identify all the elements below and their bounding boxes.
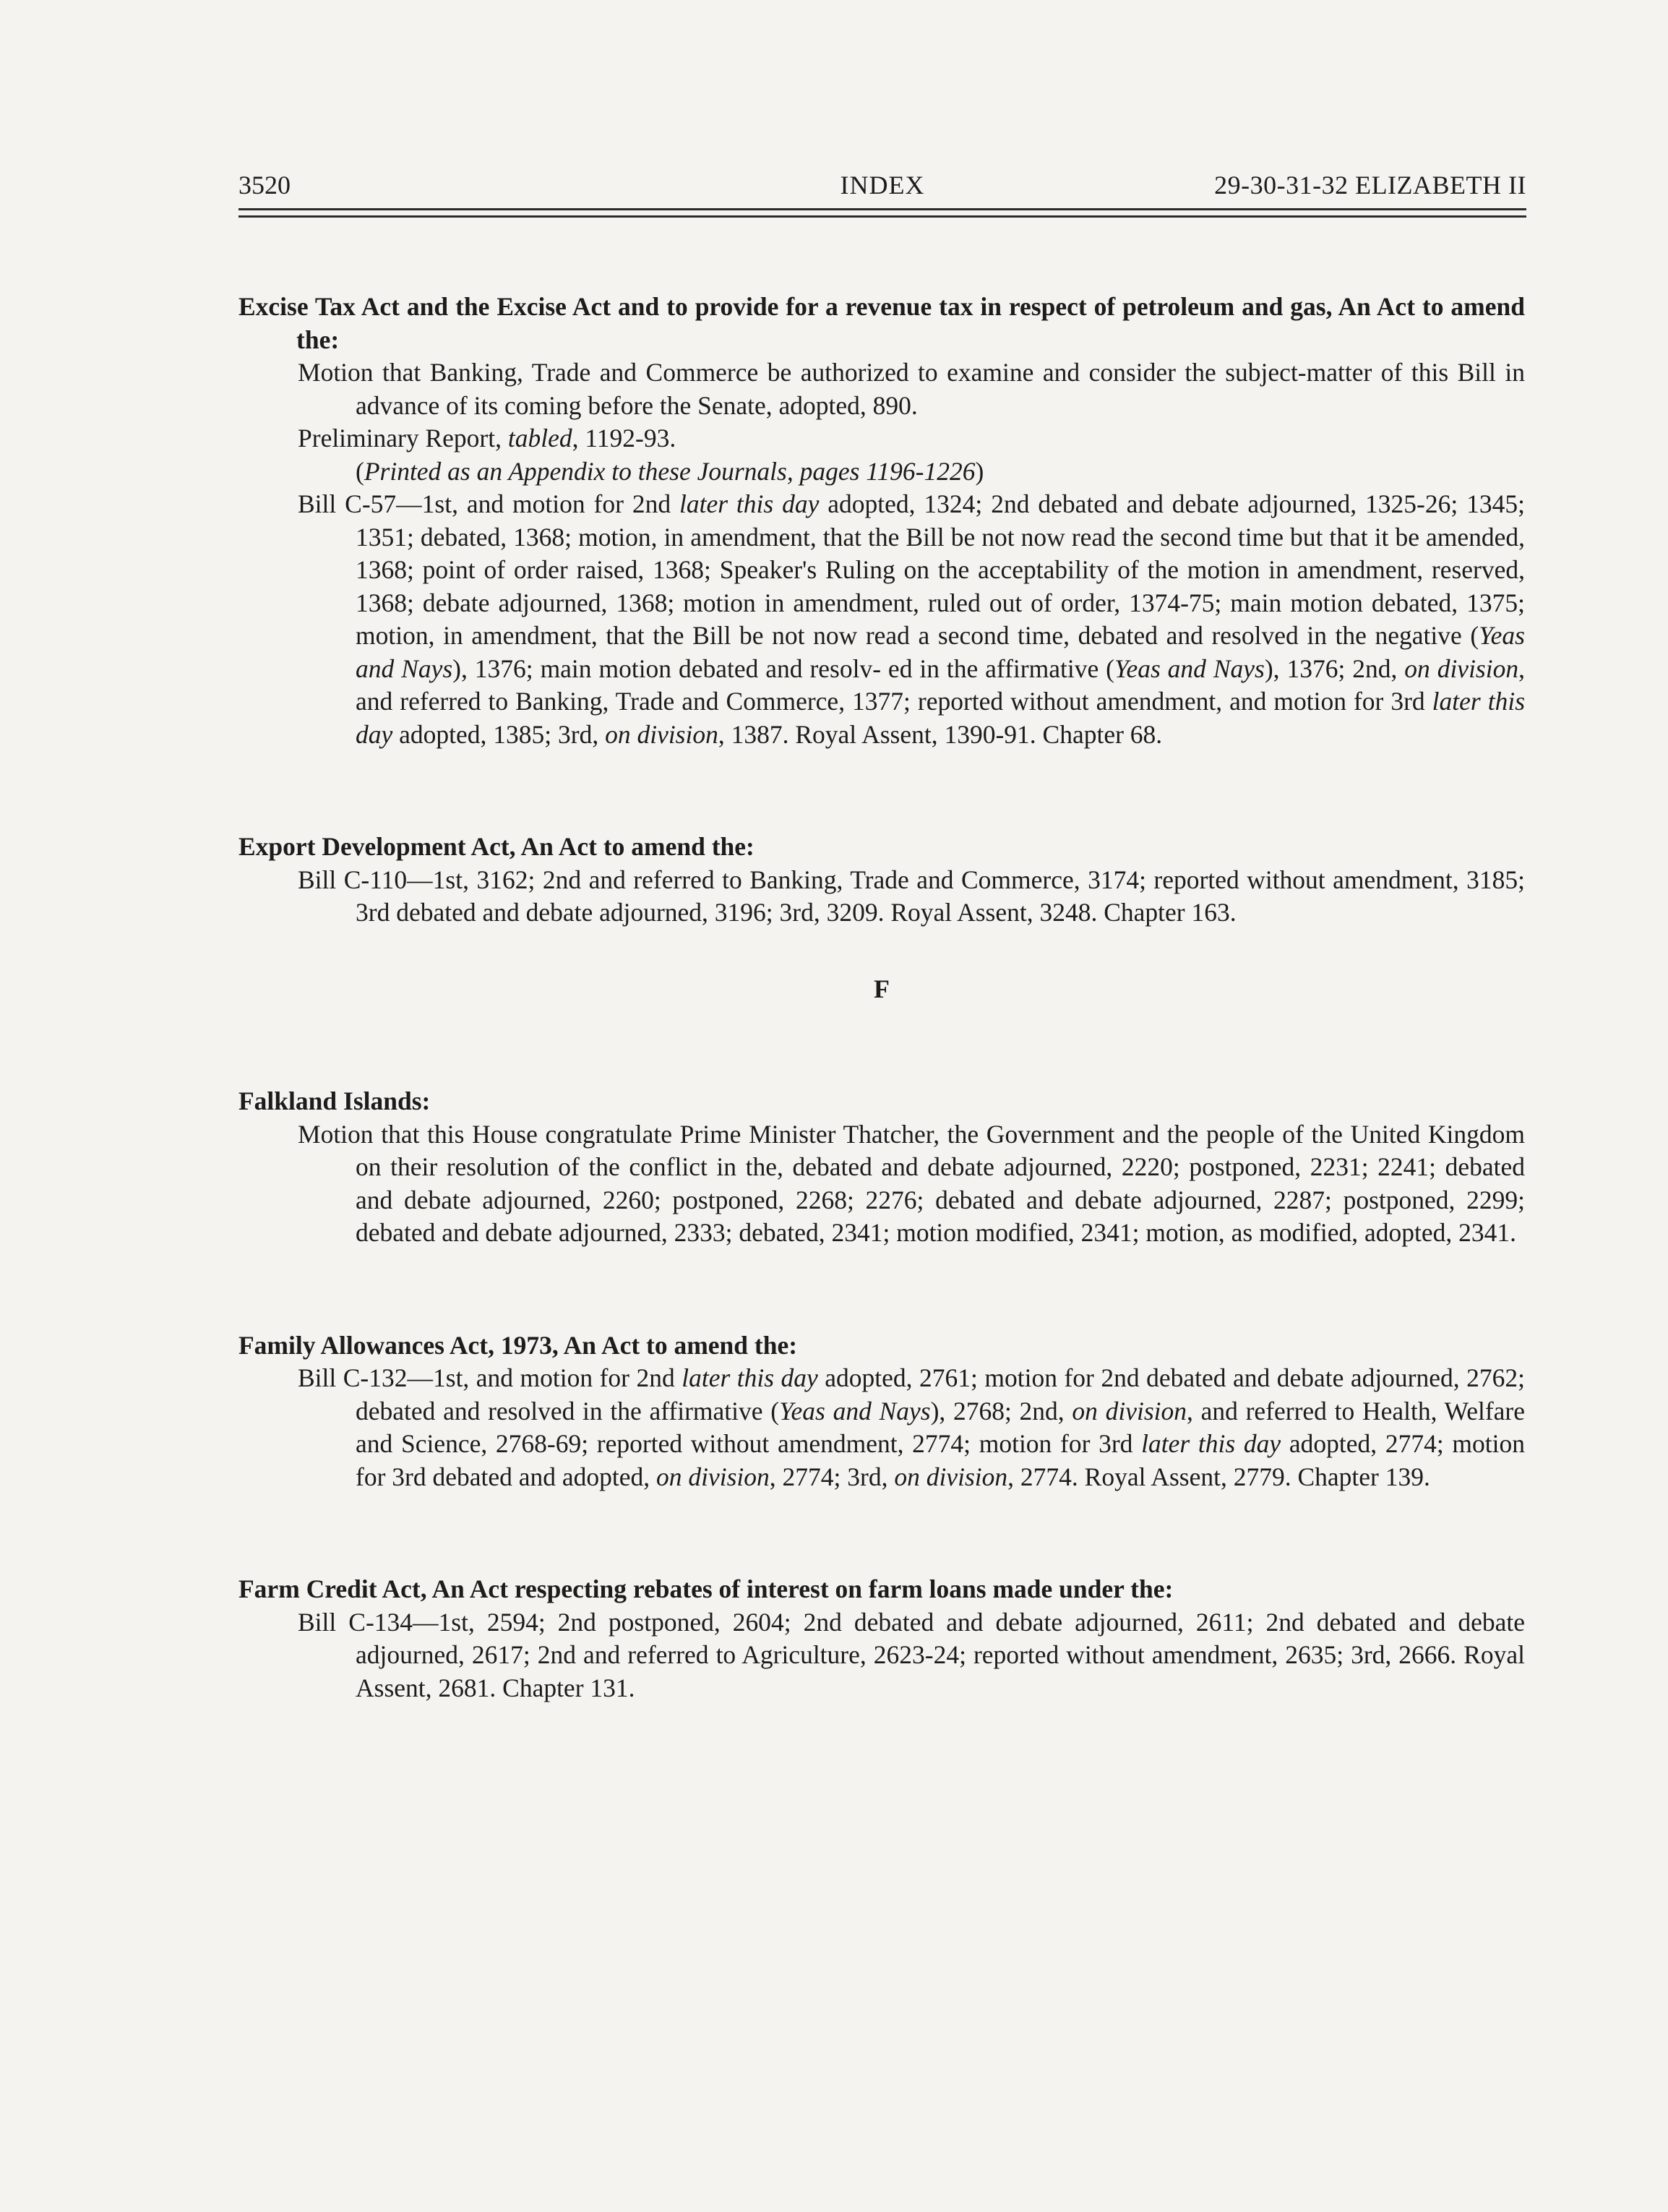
bill-text: , and referred to Banking, Trade and Commerce, 1377; reported without amendment, and motion for 3rd [356,653,1525,716]
bill-italic: on division [605,719,718,749]
bill-italic: Yeas and Nays [356,621,1525,683]
bill-italic: on division [655,1462,770,1491]
header-rule-bottom [238,215,1526,218]
bill-text: adopted, 2774; motion for 3rd debated and adopted, [356,1429,1525,1491]
bill-text: ), 1376; main motion debated and resolv- ed in the affirmative ( [452,653,1114,683]
entry-appendix-note [356,455,1525,489]
bill-text: Bill C-57—1st, and motion for 2nd [298,489,679,518]
bill-text: , 2774; 3rd, [769,1462,895,1491]
entry-report [298,422,1525,455]
bill-text: , 1387. Royal Assent, 1390-91. Chapter 68. [718,719,1163,749]
entry-motion: Motion that Banking, Trade and Commerce be authorized to examine and consider the subject-matter of this Bill in advance of its coming before the Senate, adopted, 890. [298,358,1525,420]
bill-text: adopted, 1385; 3rd, [392,719,606,749]
entry-heading: Family Allowances Act, 1973, An Act to amend the: [238,1330,798,1360]
entry-bill [298,1362,1525,1493]
bill-italic: Yeas and Nays [1114,653,1265,683]
bill-text: Bill C-132—1st, and motion for 2nd [298,1363,682,1392]
entry-heading: Excise Tax Act and the Excise Act and to provide for a revenue tax in respect of petroleum and gas, An Act to amend the: [238,292,1525,354]
bill-text: ), 1376; 2nd, [1264,653,1405,683]
entry-motion: Motion that this House congratulate Prime Minister Thatcher, the Government and the people of the United Kingdom on their resolution of the conflict in the, debated and debate adjourned, 2220; postponed, 2231; 2241; debated and debate adjourned, 2260; postponed, 2268; 2276; debated and debate adjourned, 2287; postponed, 2299; debated and debate adjourned, 2333; debated, 2341; motion modified, 2341; motion, as modified, adopted, 2341. [298,1119,1525,1247]
session-label: 29-30-31-32 ELIZABETH II [1214,171,1526,200]
note-close: ) [975,456,984,486]
section-letter: F [874,974,890,1003]
bill-italic: later this day [356,687,1526,749]
header-rule-top [238,208,1526,210]
report-tabled: tabled [507,424,572,453]
entry-bill [298,488,1525,751]
note-open: ( [356,456,364,486]
entry-bill: Bill C-110—1st, 3162; 2nd and referred to Banking, Trade and Commerce, 3174; reported without amendment, 3185; 3rd debated and debate adjourned, 3196; 3rd, 3209. Royal Assent, 3248. Chapter 163. [298,865,1525,927]
bill-text: , 2774. Royal Assent, 2779. Chapter 139. [1007,1462,1430,1491]
bill-italic: later this day [679,489,820,518]
index-entry-falkland [238,1085,1525,1250]
entry-heading: Export Development Act, An Act to amend the: [238,832,755,861]
entry-heading: Farm Credit Act, An Act respecting rebates of interest on farm loans made under the: [238,1574,1174,1603]
note-text: Printed as an Appendix to these Journals, pages 1196-1226 [364,456,976,486]
bill-text: adopted, 2761; motion for 2nd debated and debate adjourned, 2762; debated and resolved in the affirmative ( [356,1363,1525,1426]
index-entry-farm [238,1573,1525,1705]
bill-italic: later this day [682,1363,818,1392]
bill-italic: on division [1404,653,1519,683]
bill-text: , and referred to Health, Welfare and Science, 2768-69; reported without amendment, 2774; motion for 3rd [356,1396,1525,1458]
entry-bill: Bill C-134—1st, 2594; 2nd postponed, 2604; 2nd debated and debate adjourned, 2611; 2nd debated and debate adjourned, 2617; 2nd and referred to Agriculture, 2623-24; reported without amendment, 2635; 3rd, 2666. Royal Assent, 2681. Chapter 131. [298,1607,1525,1702]
index-entry-family [238,1329,1525,1494]
bill-italic: on division [894,1462,1008,1491]
bill-italic: Yeas and Nays [779,1396,931,1426]
report-pages: , 1192-93. [572,424,676,453]
bill-italic: on division [1072,1396,1187,1426]
page-header [238,168,1526,202]
index-entry-export [238,831,1525,930]
index-entry-excise [238,291,1525,751]
bill-italic: later this day [1141,1429,1281,1458]
entry-heading: Falkland Islands: [238,1086,431,1115]
running-title: INDEX [840,171,925,200]
page-number: 3520 [238,171,291,200]
bill-text: ), 2768; 2nd, [930,1396,1072,1426]
index-body [238,291,1525,1784]
bill-text: adopted, 1324; 2nd debated and debate adjourned, 1325-26; 1345; 1351; debated, 1368; motion, in amendment, that the Bill be not now read the second time but that it be amended, 1368; point of order raised, 1368; Speaker's Ruling on the acceptability of the motion in amendment, reserved, 1368; debate adjourned, 1368; motion in amendment, ruled out of order, 1374-75; main motion debated, 1375; motion, in amendment, that the Bill be not now read a second time, debated and resolved in the negative ( [356,489,1525,650]
report-prefix: Preliminary Report, [298,424,508,453]
